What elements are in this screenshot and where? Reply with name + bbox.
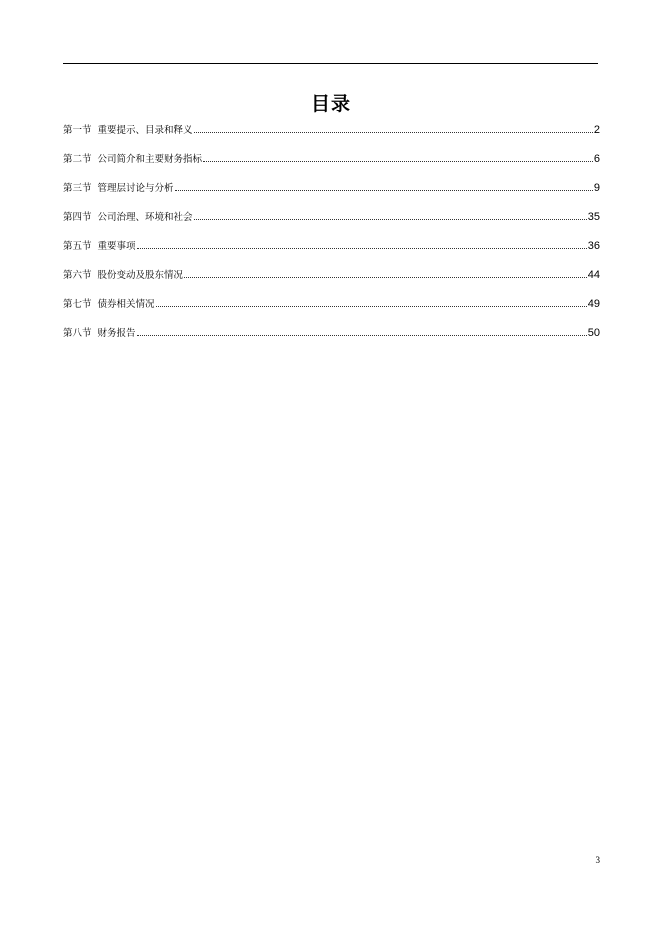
toc-page-number: 50 <box>587 327 600 339</box>
toc-dot-leader <box>175 190 593 191</box>
toc-section-label: 第八节 <box>63 328 92 339</box>
toc-page-number: 44 <box>587 269 600 281</box>
toc-dot-leader <box>137 335 587 336</box>
toc-entry[interactable] <box>63 238 600 267</box>
toc-section-label: 第七节 <box>63 299 92 310</box>
toc-entry[interactable] <box>63 209 600 238</box>
toc-page-number: 9 <box>593 182 600 194</box>
toc-entry[interactable] <box>63 325 600 354</box>
page-footer-number: 3 <box>595 855 600 865</box>
toc-dot-leader <box>156 306 587 307</box>
toc-page-number: 35 <box>587 211 600 223</box>
toc-section-name: 债券相关情况 <box>97 299 155 310</box>
toc-page-number: 2 <box>593 124 600 136</box>
toc-dot-leader <box>137 248 587 249</box>
toc-section-label: 第六节 <box>63 270 92 281</box>
toc-list <box>63 122 600 354</box>
toc-section-label: 第二节 <box>63 154 92 165</box>
toc-dot-leader <box>184 277 587 278</box>
toc-section-name: 重要提示、目录和释义 <box>97 125 193 136</box>
toc-section-name: 股份变动及股东情况 <box>97 270 184 281</box>
toc-section-name: 公司治理、环境和社会 <box>97 212 193 223</box>
toc-entry[interactable] <box>63 151 600 180</box>
header-rule <box>63 63 598 64</box>
toc-entry[interactable] <box>63 122 600 151</box>
toc-section-name: 财务报告 <box>97 328 136 339</box>
toc-section-label: 第一节 <box>63 125 92 136</box>
toc-entry[interactable] <box>63 267 600 296</box>
toc-section-label: 第四节 <box>63 212 92 223</box>
toc-page-number: 6 <box>593 153 600 165</box>
toc-section-label: 第三节 <box>63 183 92 194</box>
toc-title: 目录 <box>310 93 351 115</box>
toc-dot-leader <box>194 132 593 133</box>
toc-section-name: 管理层讨论与分析 <box>97 183 174 194</box>
toc-page-number: 49 <box>587 298 600 310</box>
toc-entry[interactable] <box>63 296 600 325</box>
toc-entry[interactable] <box>63 180 600 209</box>
toc-dot-leader <box>203 161 593 162</box>
toc-section-label: 第五节 <box>63 241 92 252</box>
toc-dot-leader <box>194 219 587 220</box>
toc-section-name: 重要事项 <box>97 241 136 252</box>
toc-section-name: 公司简介和主要财务指标 <box>97 154 203 165</box>
toc-page-number: 36 <box>587 240 600 252</box>
